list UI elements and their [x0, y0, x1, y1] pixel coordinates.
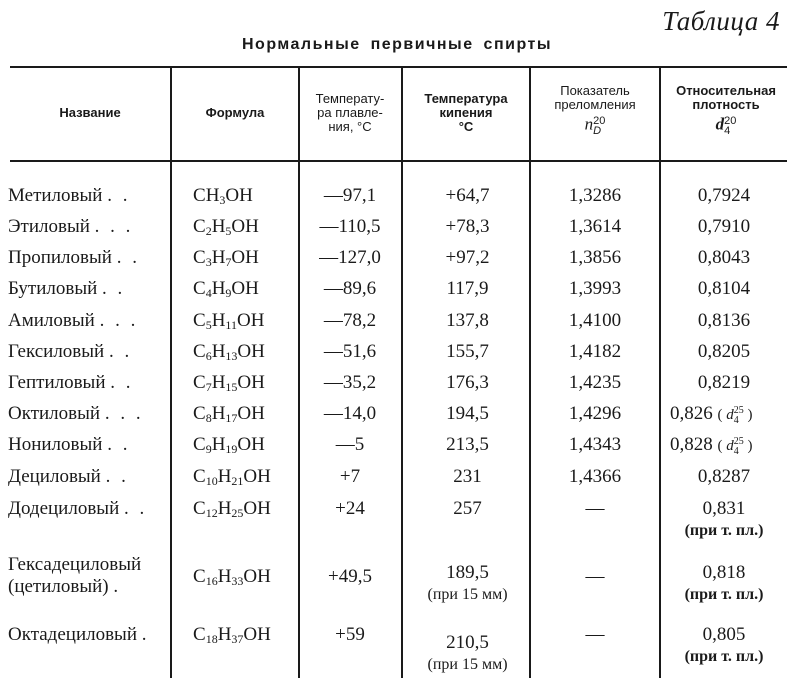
melting-point: +7 [339, 466, 361, 487]
alcohol-name-line-2: (цетиловый) [8, 576, 109, 597]
density-sup: 20 [724, 115, 737, 127]
relative-density [662, 494, 786, 542]
boiling-point: 231 [453, 466, 482, 487]
refractive-index: 1,4343 [568, 434, 622, 455]
melting-point: —127,0 [319, 247, 381, 268]
formula-carbon: C [193, 403, 206, 424]
leader-dots: . . [107, 434, 131, 455]
header-refractive-line-2: преломления [554, 97, 636, 112]
table-label: Таблица 4 [662, 6, 780, 36]
formula-carbon-count: 8 [205, 411, 212, 425]
density-condition: ( d 25 4 ) [717, 435, 753, 457]
alcohol-name [8, 494, 147, 524]
formula-hydrogen-count: 19 [225, 442, 238, 456]
melting-point: —97,1 [323, 185, 377, 206]
formula-hydrogen: H [217, 566, 232, 587]
formula-hydrogen: H [205, 185, 220, 206]
formula-carbon: C [193, 278, 206, 299]
leader-dots: . . . [94, 216, 134, 237]
density-note: (при т. пл.) [684, 586, 764, 603]
formula [193, 620, 271, 654]
header-density-line-2: плотность [692, 97, 760, 112]
header-formula: Формула [205, 105, 265, 120]
boiling-point: +97,2 [445, 247, 490, 268]
melting-point: —78,2 [323, 310, 377, 331]
table-row [0, 337, 794, 367]
density-value: 0,828 [670, 434, 713, 455]
formula [193, 462, 271, 496]
relative-density: 0,7910 [697, 216, 751, 237]
header-boiling-line-3: °С [458, 119, 474, 134]
refractive-index: 1,4182 [568, 341, 622, 362]
relative-density: 0,8287 [697, 466, 751, 487]
alcohol-name [8, 306, 138, 336]
leader-dots: . [113, 576, 122, 597]
density-condition-sup: 25 [733, 435, 744, 447]
alcohol-name [8, 212, 133, 242]
header-melting-point [300, 92, 400, 134]
table-row [0, 243, 794, 273]
refractive-index: — [585, 498, 605, 519]
header-boiling-line-2: кипения [439, 105, 493, 120]
melting-point: —5 [335, 434, 365, 455]
formula [193, 212, 259, 246]
relative-density: 0,8104 [697, 278, 751, 299]
header-density-symbol [661, 116, 791, 136]
leader-dots: . . [108, 341, 133, 362]
boiling-point: 137,8 [446, 310, 489, 331]
relative-density: 0,8136 [697, 310, 751, 331]
formula-carbon: C [193, 466, 206, 487]
leader-dots: . . [102, 278, 126, 299]
formula-carbon-count: 6 [205, 349, 212, 363]
formula-carbon-count: 3 [205, 255, 212, 269]
formula-hydrogen: H [211, 278, 226, 299]
refractive-sub: D [593, 125, 602, 137]
relative-density: 0,8219 [697, 372, 751, 393]
formula-hydroxyl: OH [225, 185, 253, 206]
refractive-index: 1,3993 [568, 278, 622, 299]
formula-hydrogen-count: 15 [225, 380, 238, 394]
alcohol-name [8, 181, 130, 211]
alcohol-name-text: Додециловый [8, 498, 120, 519]
alcohol-name-text: Этиловый [8, 216, 90, 237]
density-note: (при т. пл.) [684, 522, 764, 539]
formula-carbon: C [193, 498, 206, 519]
alcohol-name-text: Метиловый [8, 185, 103, 206]
formula-hydroxyl: OH [231, 216, 259, 237]
formula [193, 181, 253, 215]
table-row [0, 462, 794, 492]
formula-carbon: C [193, 216, 206, 237]
formula-carbon: C [193, 372, 206, 393]
formula-hydrogen-count: 37 [231, 632, 244, 646]
refractive-sup: 20 [593, 115, 606, 127]
formula [193, 494, 271, 528]
boiling-point-note: (при 15 мм) [427, 656, 508, 673]
alcohol-name [8, 274, 125, 304]
formula [193, 306, 264, 340]
alcohol-name-line-1: Гексадециловый [8, 554, 142, 575]
formula [193, 430, 265, 464]
density-condition-symbol: d [726, 407, 734, 423]
formula-hydrogen-count: 5 [225, 224, 232, 238]
formula-hydroxyl: OH [243, 624, 271, 645]
refractive-index: 1,3614 [568, 216, 622, 237]
leader-dots: . . [107, 185, 131, 206]
formula-carbon-count: 2 [205, 224, 212, 238]
formula [193, 399, 265, 433]
refractive-index: — [585, 566, 605, 587]
formula-hydroxyl: OH [231, 247, 259, 268]
density-value: 0,826 [670, 403, 713, 424]
header-refractive-index [531, 84, 659, 136]
formula-hydrogen-count: 25 [231, 506, 244, 520]
formula-hydrogen: H [211, 434, 226, 455]
relative-density [662, 558, 786, 606]
alcohol-name-text: Пропиловый [8, 247, 112, 268]
density-value: 0,831 [702, 498, 746, 519]
alcohol-name-text: Гептиловый [8, 372, 106, 393]
boiling-point-value: 210,5 [446, 632, 489, 653]
formula-carbon-count: 18 [205, 632, 218, 646]
formula-hydrogen: H [211, 216, 226, 237]
formula-carbon-count: 10 [205, 474, 218, 488]
table-caption: Нормальные первичные спирты [241, 36, 552, 53]
formula-hydrogen: H [217, 466, 232, 487]
density-sub: 4 [724, 125, 731, 137]
boiling-point [405, 628, 530, 676]
refractive-index: 1,4296 [568, 403, 622, 424]
formula-hydroxyl: OH [237, 434, 265, 455]
leader-dots: . . [110, 372, 134, 393]
boiling-point-note: (при 15 мм) [427, 586, 508, 603]
alcohol-name-text: Гексиловый [8, 341, 105, 362]
formula-hydrogen-count: 9 [225, 286, 232, 300]
relative-density [662, 620, 786, 668]
table-row [0, 212, 794, 242]
formula-carbon: C [193, 310, 206, 331]
formula-carbon-count: 4 [205, 286, 212, 300]
alcohol-name [8, 430, 130, 460]
formula-hydrogen: H [217, 624, 232, 645]
formula [193, 562, 271, 596]
melting-point: —110,5 [319, 216, 381, 237]
melting-point: —35,2 [323, 372, 377, 393]
header-name: Название [59, 105, 121, 120]
melting-point: —14,0 [323, 403, 377, 424]
formula-hydrogen-count: 33 [231, 574, 244, 588]
table-row [0, 550, 794, 604]
density-symbol: d [715, 114, 725, 134]
formula-hydrogen: H [217, 498, 232, 519]
melting-point: +49,5 [328, 566, 372, 587]
relative-density [662, 430, 786, 461]
header-rule [10, 160, 787, 162]
alcohol-name-text: Амиловый [8, 310, 95, 331]
leader-dots: . [141, 624, 150, 645]
boiling-point-value: 189,5 [446, 562, 489, 583]
formula-hydrogen-count: 21 [231, 474, 244, 488]
header-melting-line-1: Температу- [315, 91, 385, 106]
formula-hydrogen: H [211, 247, 226, 268]
melting-point: —51,6 [323, 341, 377, 362]
header-boiling-point [403, 92, 529, 134]
table-row [0, 494, 794, 548]
relative-density: 0,8205 [697, 341, 751, 362]
relative-density [662, 399, 786, 430]
alcohol-name-text: Дециловый [8, 466, 101, 487]
header-melting-line-2: ра плавле- [317, 105, 383, 120]
density-condition-sub: 4 [733, 414, 739, 426]
boiling-point: 213,5 [446, 434, 489, 455]
density-condition-symbol: d [726, 438, 734, 454]
table-row [0, 368, 794, 398]
header-boiling-line-1: Температура [424, 91, 508, 106]
alcohol-name [8, 337, 132, 367]
table-row [0, 399, 794, 429]
formula [193, 274, 259, 308]
formula-hydrogen-count: 17 [225, 411, 238, 425]
leader-dots: . . [124, 498, 148, 519]
formula-carbon: C [193, 566, 206, 587]
refractive-symbol: n [584, 114, 594, 134]
formula-hydroxyl: OH [236, 310, 265, 331]
alcohol-name [8, 243, 140, 273]
formula-carbon-count: 12 [205, 506, 218, 520]
formula-carbon: C [193, 341, 206, 362]
formula-hydrogen-count: 7 [225, 255, 232, 269]
formula-carbon: C [193, 247, 206, 268]
formula-carbon-count: 9 [205, 442, 212, 456]
density-condition-sub: 4 [733, 445, 739, 457]
refractive-index: — [585, 624, 605, 645]
table-row [0, 306, 794, 336]
boiling-point: 176,3 [446, 372, 489, 393]
formula-hydrogen: H [211, 310, 226, 331]
header-melting-line-3: ния, °С [328, 119, 372, 134]
formula [193, 368, 265, 402]
top-rule [10, 66, 787, 68]
formula-carbon-count: 7 [205, 380, 212, 394]
alcohol-name [8, 620, 150, 650]
table-row [0, 274, 794, 304]
formula-hydroxyl: OH [237, 341, 265, 362]
formula-hydrogen-count: 13 [225, 349, 238, 363]
refractive-index: 1,3286 [568, 185, 622, 206]
boiling-point [405, 558, 530, 606]
header-density-line-1: Относительная [676, 83, 776, 98]
alcohol-name [8, 550, 141, 598]
formula-hydrogen-count: 3 [219, 193, 226, 207]
formula-hydroxyl: OH [237, 372, 265, 393]
formula-hydrogen: H [211, 341, 226, 362]
formula-carbon: C [193, 185, 206, 206]
melting-point: +59 [335, 624, 365, 645]
formula-carbon: C [193, 434, 206, 455]
alcohol-name-text: Бутиловый [8, 278, 98, 299]
refractive-index: 1,4100 [568, 310, 622, 331]
refractive-index: 1,4235 [568, 372, 622, 393]
header-refractive-symbol [531, 116, 659, 136]
leader-dots: . . . [99, 310, 139, 331]
formula-hydroxyl: OH [237, 403, 265, 424]
melting-point: +24 [335, 498, 365, 519]
table-row [0, 620, 794, 674]
leader-dots: . . [116, 247, 140, 268]
boiling-point: 117,9 [446, 278, 489, 299]
formula [193, 243, 259, 277]
relative-density: 0,8043 [697, 247, 751, 268]
table-row [0, 181, 794, 211]
alcohol-name [8, 399, 144, 429]
header-relative-density [661, 84, 791, 136]
formula-carbon-count: 5 [205, 318, 212, 332]
alcohol-name [8, 368, 134, 398]
formula-hydrogen: H [211, 372, 226, 393]
formula-hydroxyl: OH [243, 466, 271, 487]
formula-hydroxyl: OH [243, 498, 271, 519]
density-condition-sup: 25 [733, 404, 744, 416]
alcohol-name [8, 462, 129, 492]
melting-point: —89,6 [323, 278, 377, 299]
boiling-point: 155,7 [446, 341, 489, 362]
relative-density: 0,7924 [697, 185, 751, 206]
formula-carbon-count: 16 [205, 574, 218, 588]
density-note: (при т. пл.) [684, 648, 764, 665]
boiling-point: 194,5 [446, 403, 489, 424]
refractive-index: 1,4366 [568, 466, 622, 487]
formula-carbon: C [193, 624, 206, 645]
formula-hydroxyl: OH [231, 278, 259, 299]
density-value: 0,818 [702, 562, 746, 583]
boiling-point: +78,3 [445, 216, 490, 237]
density-condition: ( d 25 4 ) [717, 404, 753, 426]
density-value: 0,805 [702, 624, 746, 645]
formula-hydrogen-count: 11 [225, 318, 237, 332]
boiling-point: +64,7 [445, 185, 490, 206]
alcohol-name-text: Октиловый [8, 403, 101, 424]
leader-dots: . . . [104, 403, 144, 424]
refractive-index: 1,3856 [568, 247, 622, 268]
alcohol-name-text: Октадециловый [8, 624, 137, 645]
formula [193, 337, 265, 371]
leader-dots: . . [105, 466, 129, 487]
boiling-point: 257 [453, 498, 482, 519]
alcohol-name-text: Нониловый [8, 434, 103, 455]
formula-hydrogen: H [211, 403, 226, 424]
formula-hydroxyl: OH [243, 566, 271, 587]
header-refractive-line-1: Показатель [560, 83, 630, 98]
table-row [0, 430, 794, 460]
